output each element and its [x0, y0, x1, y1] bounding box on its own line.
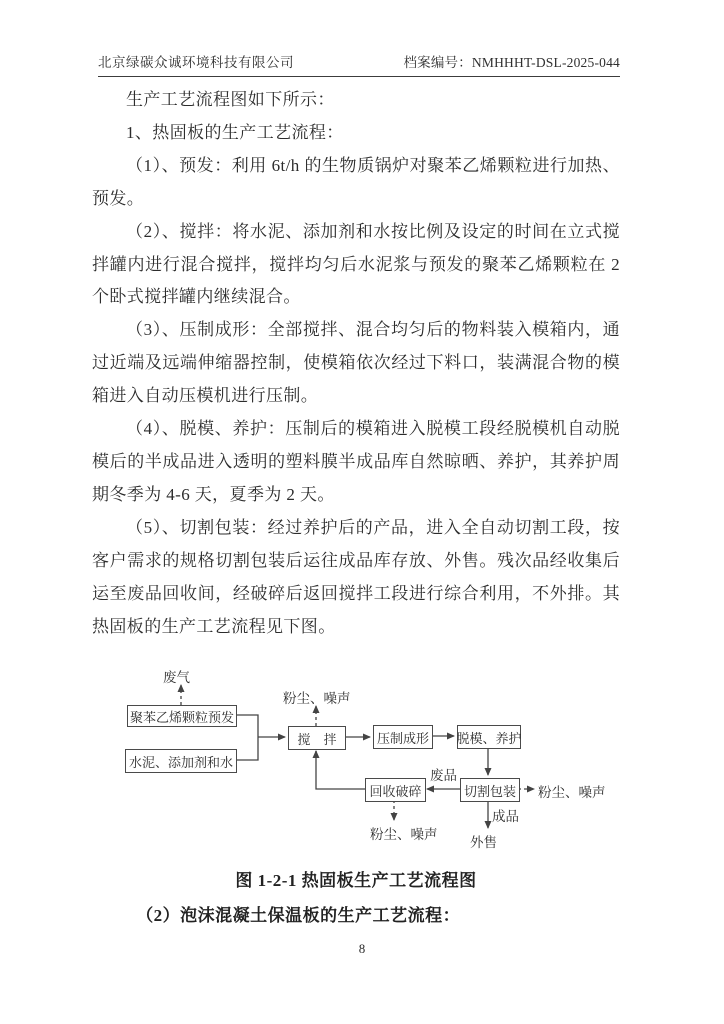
label-dust-noise-mix: 粉尘、噪声	[283, 691, 351, 706]
flow-box-demold-curing: 脱模、养护	[457, 725, 521, 749]
archive-number: 档案编号：NMHHHT-DSL-2025-044	[403, 55, 620, 70]
flow-box-pre-expansion: 聚苯乙烯颗粒预发	[127, 705, 237, 727]
label-dust-noise-recycle: 粉尘、噪声	[370, 827, 438, 842]
flow-box-cutting-packing: 切割包装	[460, 778, 520, 802]
paragraph-intro: 生产工艺流程图如下所示：	[126, 90, 335, 109]
flow-box-mixing: 搅 拌	[288, 726, 346, 750]
label-sold-outside: 外售	[470, 835, 497, 850]
paragraph-step-1: （1）、预发：利用 6t/h 的生物质锅炉对聚苯乙烯颗粒进行加热、预发。	[92, 155, 620, 208]
label-scrap: 废品	[430, 768, 457, 783]
feedback-line-recycle	[316, 751, 365, 789]
flow-box-materials: 水泥、添加剂和水	[125, 749, 237, 773]
body-text	[92, 84, 620, 643]
flow-connectors	[0, 656, 724, 856]
paragraph-step-4: （4）、脱模、养护：压制后的模箱进入脱模工段经脱模机自动脱模后的半成品进入透明的塑料膜半成品库自然晾晒、养护，其养护周期冬季为 4-6 天，夏季为 2 天。	[92, 419, 620, 504]
paragraph-step-2: （2）、搅拌：将水泥、添加剂和水按比例及设定的时间在立式搅拌罐内进行混合搅拌，搅拌均匀后水泥浆与预发的聚苯乙烯颗粒在 2 个卧式搅拌罐内继续混合。	[92, 221, 620, 307]
paragraph-section-1: 1、热固板的生产工艺流程：	[126, 122, 344, 142]
label-dust-noise-cut: 粉尘、噪声	[538, 785, 606, 800]
label-waste-gas: 废气	[163, 670, 190, 685]
company-name: 北京绿碳众诚环境科技有限公司	[98, 55, 294, 70]
page-header	[98, 50, 620, 77]
page-number: 8	[358, 941, 366, 956]
paragraph-step-5: （5）、切割包装：经过养护后的产品，进入全自动切割工段，按客户需求的规格切割包装后运往成品库存放、外售。残次品经收集后运至废品回收间，经破碎后返回搅拌工段进行综合利用，不外排。其热固板的生产工艺流程见下图。	[92, 517, 620, 636]
label-finished-product: 成品	[492, 809, 519, 824]
section-2-heading: （2）泡沫混凝土保温板的生产工艺流程：	[136, 906, 461, 925]
flow-box-recycle-crushing: 回收破碎	[365, 778, 426, 802]
figure-caption: 图 1-2-1 热固板生产工艺流程图	[235, 871, 477, 890]
paragraph-step-3: （3）、压制成形：全部搅拌、混合均匀后的物料装入模箱内，通过近端及远端伸缩器控制，使模箱依次经过下料口，装满混合物的模箱进入自动压模机进行压制。	[92, 320, 620, 406]
merge-line-inputs	[235, 715, 258, 760]
flow-box-press-forming: 压制成形	[373, 725, 433, 749]
process-flow-diagram	[0, 656, 724, 856]
